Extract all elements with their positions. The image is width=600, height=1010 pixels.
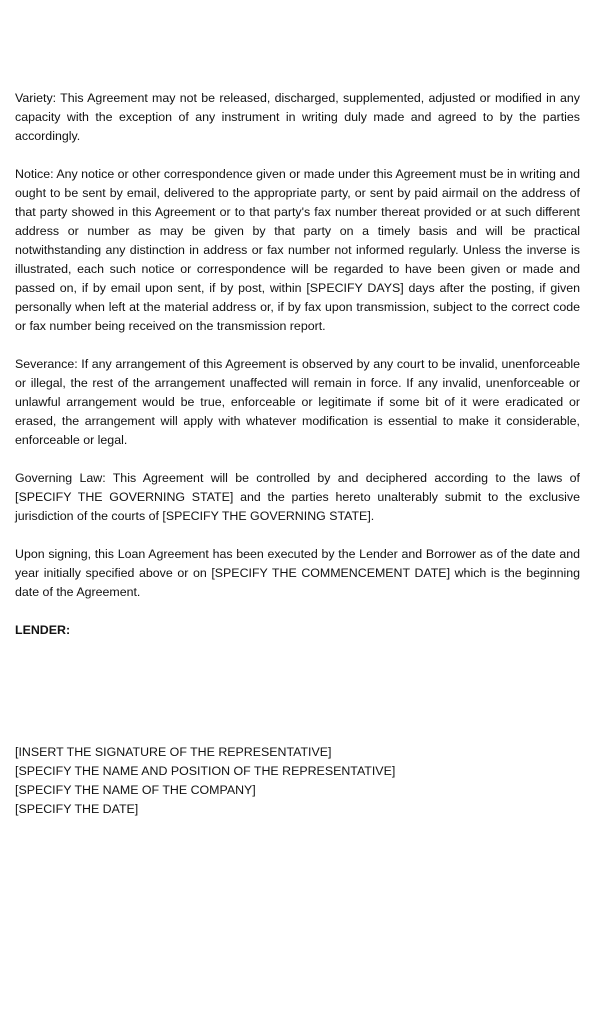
governing-law-clause: Governing Law: This Agreement will be controlled by and deciphered according to the laws of [SPECIFY THE GOVERNING STATE] and the parties hereto unalterably submit to the exclusive jurisdiction of the courts of [SPECIFY THE GOVERNING STATE]. xyxy=(15,471,580,523)
name-position-placeholder: [SPECIFY THE NAME AND POSITION OF THE REPRESENTATIVE] xyxy=(15,764,396,778)
execution-clause: Upon signing, this Loan Agreement has been executed by the Lender and Borrower as of the date and year initially specified above or on [SPECIFY THE COMMENCEMENT DATE] which is the beginning date of the Agreement. xyxy=(15,547,580,599)
variety-clause: Variety: This Agreement may not be released, discharged, supplemented, adjusted or modified in any capacity with the exception of any instrument in writing duly made and agreed to by the parties accordingly. xyxy=(15,91,580,143)
severance-clause: Severance: If any arrangement of this Agreement is observed by any court to be invalid, unenforceable or illegal, the rest of the arrangement unaffected will remain in force. If any invalid, unenforceable or unlawful arrangement would be true, enforceable or legitimate if some bit of it were eradicated or erased, the arrangement will apply with whatever modification is essential to make it considerable, enforceable or legal. xyxy=(15,357,580,447)
lender-label: LENDER: xyxy=(15,623,71,637)
date-placeholder: [SPECIFY THE DATE] xyxy=(15,802,139,816)
signature-placeholder: [INSERT THE SIGNATURE OF THE REPRESENTATIVE] xyxy=(15,745,332,759)
signature-block xyxy=(15,743,580,819)
company-placeholder: [SPECIFY THE NAME OF THE COMPANY] xyxy=(15,783,256,797)
document-body xyxy=(15,89,580,640)
notice-clause: Notice: Any notice or other correspondence given or made under this Agreement must be in writing and ought to be sent by email, delivered to the appropriate party, or sent by paid airmail on the address of that party showed in this Agreement or to that party's fax number thereat provided or at such different address or number as may be given by that party on a timely basis and will be practical notwithstanding any distinction in address or fax number not informed regularly. Unless the inverse is illustrated, each such notice or correspondence will be regarded to have been given or made and passed on, if by email upon sent, if by post, within [SPECIFY DAYS] days after the posting, if given personally when left at the material address or, if by fax upon transmission, subject to the correct code or fax number being received on the transmission report. xyxy=(15,167,580,333)
